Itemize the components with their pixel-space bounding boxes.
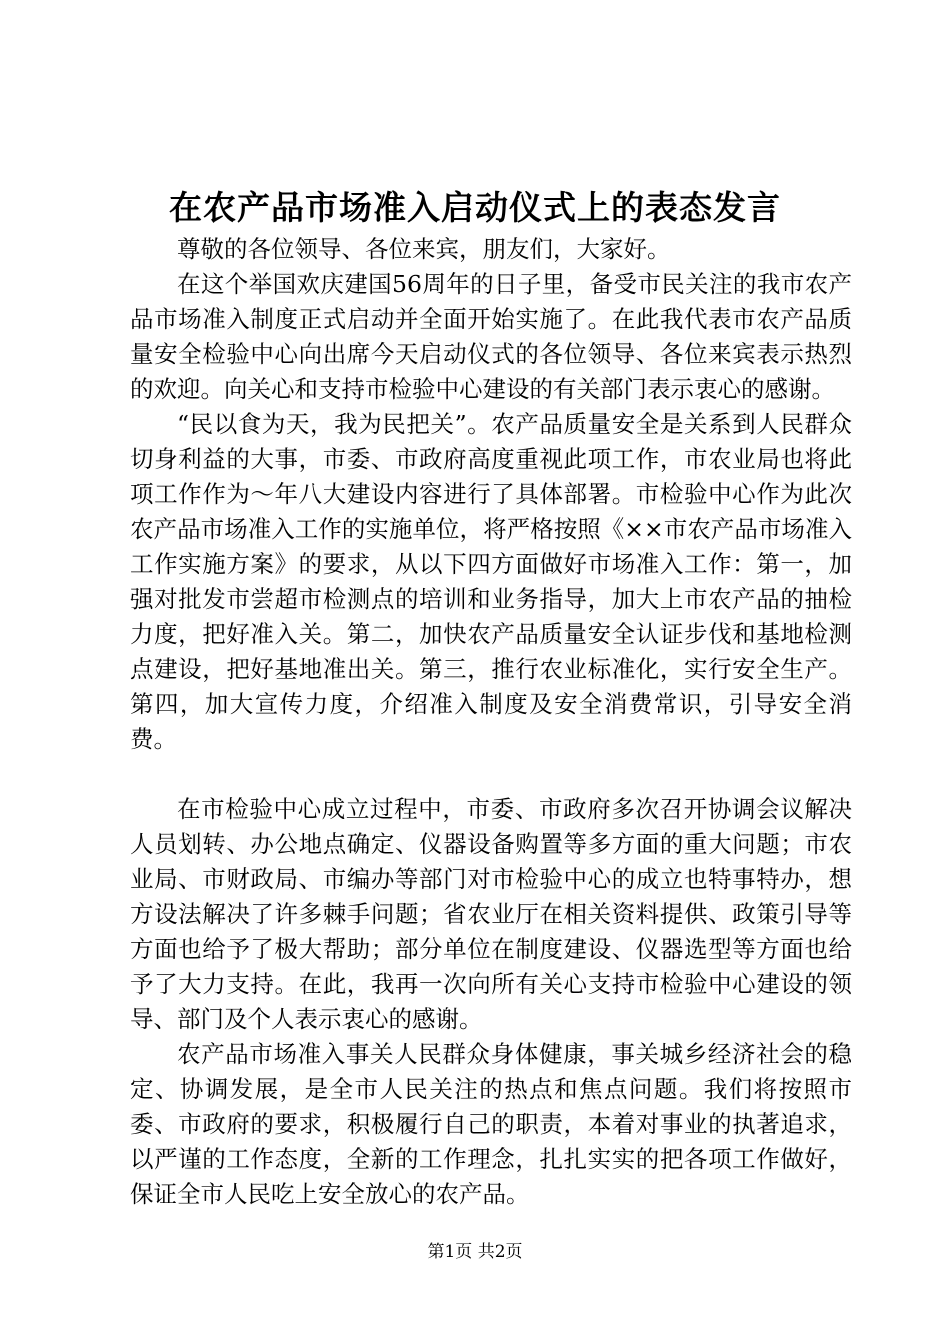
paragraph-welcome: 在这个举国欢庆建国56周年的日子里，备受市民关注的我市农产品市场准入制度正式启动并全面开始实施了。在此我代表市农产品质量安全检验中心向出席今天启动仪式的各位领导、各位来宾表示热烈的欢迎。向关心和支持市检验中心建设的有关部门表示衷心的感谢。 bbox=[130, 270, 852, 403]
paragraph-work-plan: “民以食为天，我为民把关”。农产品质量安全是关系到人民群众切身利益的大事，市委、市政府高度重视此项工作，市农业局也将此项工作作为～年八大建设内容进行了具体部署。市检验中心作为此次农产品市场准入工作的实施单位，将严格按照《××市农产品市场准入工作实施方案》的要求，从以下四方面做好市场准入工作：第一，加强对批发市尝超市检测点的培训和业务指导，加大上市农产品的抽检力度，把好准入关。第二，加快农产品质量安全认证步伐和基地检测点建设，把好基地准出关。第三，推行农业标准化，实行安全生产。第四，加大宣传力度，介绍准入制度及安全消费常识，引导安全消费。 bbox=[130, 410, 852, 753]
paragraph-commitment: 农产品市场准入事关人民群众身体健康，事关城乡经济社会的稳定、协调发展，是全市人民关注的热点和焦点问题。我们将按照市委、市政府的要求，积极履行自己的职责，本着对事业的执著追求，以严谨的工作态度，全新的工作理念，扎扎实实的把各项工作做好，保证全市人民吃上安全放心的农产品。 bbox=[130, 1040, 852, 1208]
paragraph-thanks: 在市检验中心成立过程中，市委、市政府多次召开协调会议解决人员划转、办公地点确定、仪器设备购置等多方面的重大问题；市农业局、市财政局、市编办等部门对市检验中心的成立也特事特办，想方设法解决了许多棘手问题；省农业厅在相关资料提供、政策引导等方面也给予了极大帮助；部分单位在制度建设、仪器选型等方面也给予了大力支持。在此，我再一次向所有关心支持市检验中心建设的领导、部门及个人表示衷心的感谢。 bbox=[130, 795, 852, 1033]
paragraph-greeting: 尊敬的各位领导、各位来宾，朋友们，大家好。 bbox=[177, 235, 671, 263]
page-number-footer: 第1页 共2页 bbox=[427, 1242, 523, 1262]
document-title: 在农产品市场准入启动仪式上的表态发言 bbox=[169, 188, 781, 227]
document-body bbox=[130, 232, 852, 1212]
